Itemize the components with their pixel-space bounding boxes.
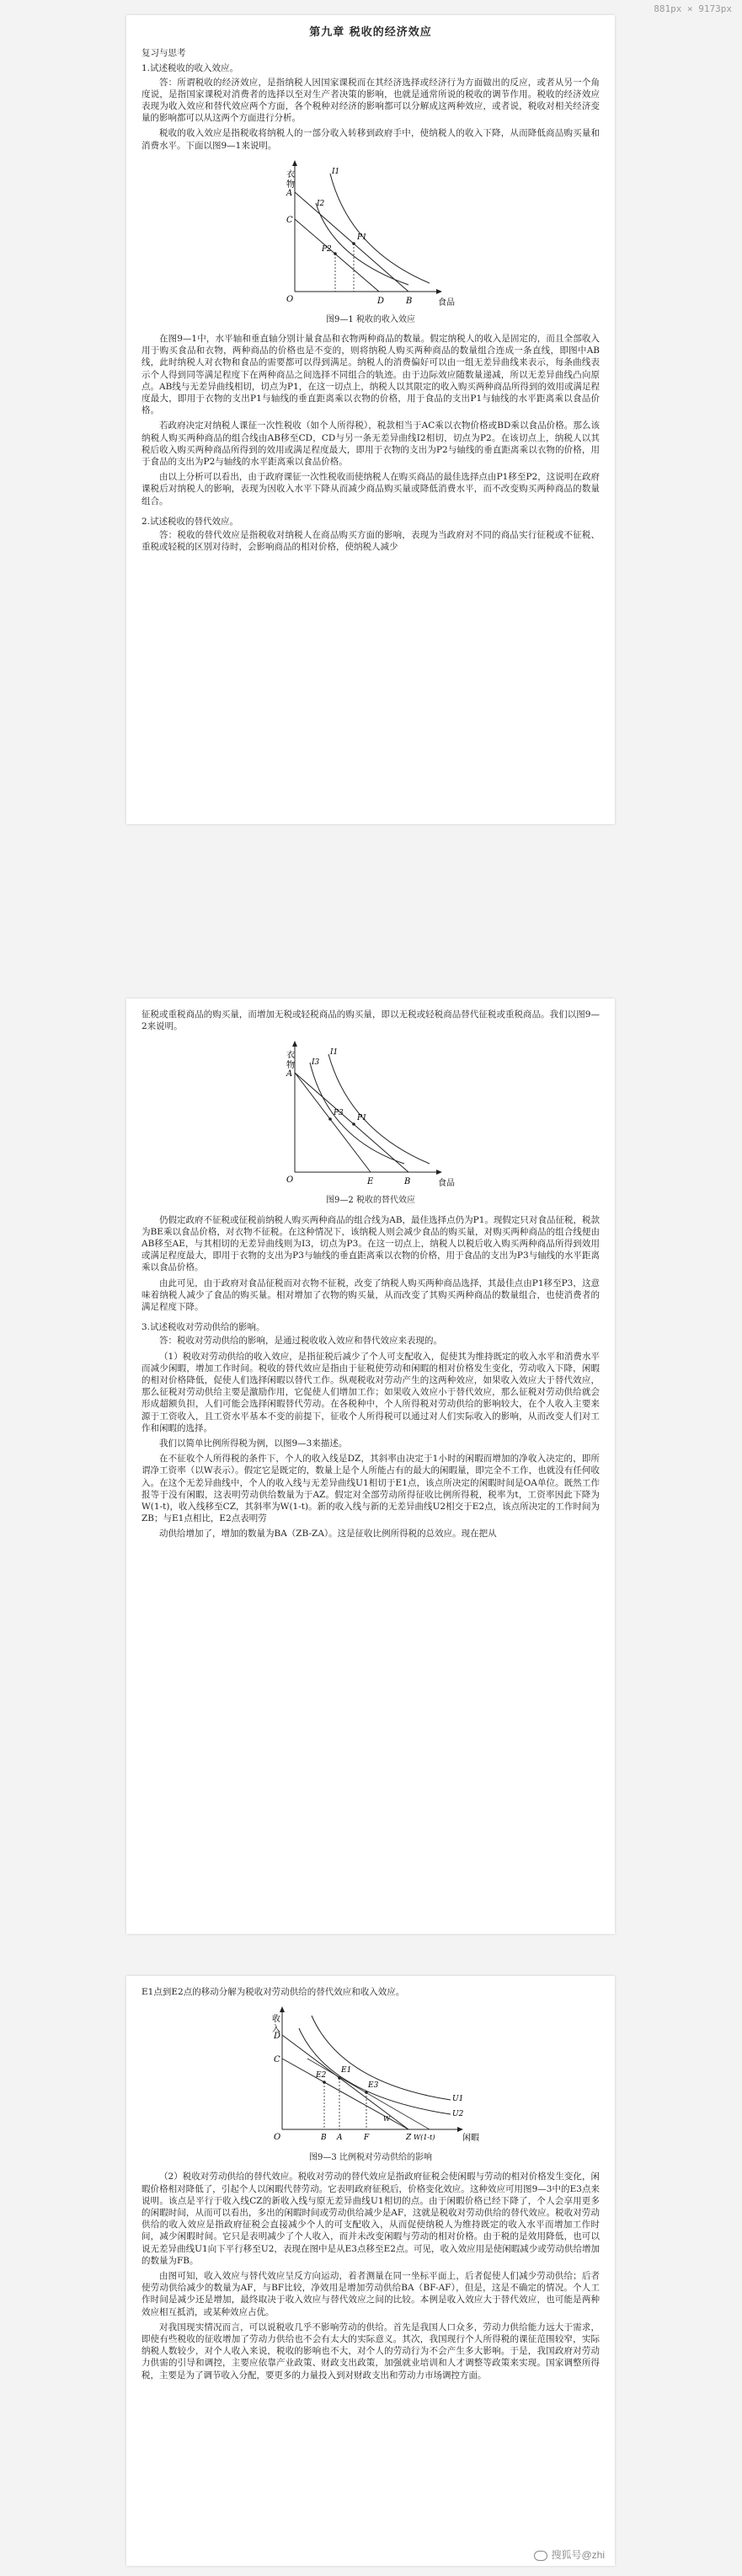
chapter-title: 第九章 税收的经济效应 [309,26,432,39]
point-label-B: B [406,296,413,306]
y-axis-label: 入 [272,2025,280,2035]
x-axis-arrow [436,289,442,294]
budget-line-CD [295,219,379,292]
indifference-curve-I1 [328,1054,430,1164]
q1-explain-paragraph: 由以上分析可以看出，由于政府课征一次性税收而使纳税人在购买商品的最佳选择点由P1移至P2，这说明在政府课税后对纳税人的影响，表现为因收入水平下降从而减少商品购买量或降低消费水平，而不改变购买两种商品的数量组合。 [141,472,600,506]
point-label-D: D [274,2032,281,2042]
x-axis-arrow [436,1170,442,1175]
figure-caption: 图9—1 税收的收入效应 [326,314,415,324]
point-label-C: C [274,2055,280,2065]
indifference-curve-I2 [316,203,408,285]
curve-label-U1: U1 [452,2095,464,2104]
q3-answer-paragraph: 动供给增加了，增加的数量为BA（ZB-ZA）。这是征收比例所得税的总效应。现在把从 [159,1529,497,1540]
figure-caption: 图9—3 比例税对劳动供给的影响 [309,2153,432,2163]
curve-label-I1: I1 [330,1048,339,1058]
point-P1 [352,1123,355,1127]
q2-heading: 2.试述税收的替代效应。 [141,516,239,527]
origin-label: O [274,2133,281,2143]
q3-answer-paragraph: （2）税收对劳动供给的替代效应。税收对劳动的替代效应是指政府征税会使闲暇与劳动的相对价格发生变化，闲暇价格相对降低了，引起个人以闲暇代替劳动。它表明政府征税后，价格变化效应。这种效应可用图9—3中的E3点来说明。该点是平行于收入线CZ的新收入线与原无差异曲线U1相切的点。由于闲暇价格已经下降了，个人会享用更多的闲暇时间，从而可以看出，多出的闲暇时间或劳动供给减少是AF，这就是税收对劳动供给的替代效应。税收对劳动供给的收入效应是指政府征税会直接减少个人的可支配收入，从而促使纳税人为维持既定的收入水平而增加工作时间，减少闲暇时间。它只是表明减少了个人收入，而并未改变闲暇与劳动的相对价格。由于税的是效用降低，也可以说无差异曲线U1向下平行移至U2，表现在图中是从E3点移至E2点。可见，收入效应用是使闲暇减少或劳动供给增加的数量为FB。 [141,2172,600,2266]
document-page-2 [126,999,615,1934]
axis-label-A: A [337,2134,343,2143]
document-page-3 [126,1976,615,2566]
curve-label-I2: I2 [317,199,325,208]
parallel-income-line [307,2059,430,2129]
x-axis-label: 食品 [438,1179,455,1189]
slope-label-W1t: W(1-t) [414,2134,435,2142]
q1-explain-paragraph: 在图9—1中，水平轴和垂直轴分别计量食品和衣物两种商品的数量。假定纳税人的收入是固定的，而且全部收入用于购买食品和衣物，两种商品的价格也是不变的，则将纳税人购买两种商品的数量组合连成一条直线，即图中AB线，此时纳税人对衣物和食品的需要都可以得到满足。纳税人的消费偏好可以由一组无差异曲线来表示，每条曲线表示个人得到同等满足程度下在两种商品之间选择不同组合的轨迹。由于边际效应随数量递减，所以无差异曲线凸向原点。AB线与无差异曲线相切，切点为P1，在这一切点上，纳税人以其限定的收入购买两种商品所得到的效用或满足程度最大，即用于衣物的支出P1与轴线的垂直距离乘以衣物的价格，用于食品的支出P1与轴线的水平距离乘以食品价格。 [141,334,600,416]
indifference-curve-I3 [310,1063,404,1164]
q3-answer-paragraph: 我们以简单比例所得税为例，以图9—3来描述。 [159,1438,348,1449]
y-axis-label: 衣 [286,169,295,179]
point-label-P2: P2 [322,244,332,254]
origin-label: O [286,294,294,304]
q1-answer-paragraph: 答：所谓税收的经济效应，是指纳税人因国家课税而在其经济选择或经济行为方面做出的反应，或者从另一个角度说，是指国家课税对消费者的选择以至对生产者决策的影响，也就是通常所说的税收的调节作用。税收的经济效应表现为收入效应和替代效应两个方面，各个税种对经济的影响都可以分解成这两种效应，或者说，税收对相关经济变量的影响都可以从这两个方面进行分析。 [141,77,600,124]
y-axis-arrow [280,2006,285,2012]
curve-label-I3: I3 [312,1058,320,1068]
x-axis-label: 闲暇 [462,2134,479,2144]
q2-answer-paragraph: 答：税收的替代效应是指税收对纳税人在商品购买方面的影响，表现为当政府对不同的商品实行征税或不征税、重税或轻税的区别对待时，会影响商品的相对价格，使纳税人减少 [141,530,600,553]
figure-9-2 [270,1037,472,1193]
figure-9-3 [257,2003,484,2150]
q1-heading: 1.试述税收的收入效应。 [141,63,239,74]
point-label-A: A [286,188,293,198]
q3-answer-paragraph: 答：税收对劳动供给的影响，是通过税收收入效应和替代效应来表现的。 [159,1336,442,1347]
q3-answer-paragraph: E1点到E2点的移动分解为税收对劳动供给的替代效应和收入效应。 [141,1987,405,1997]
q3-answer-paragraph: （1）税收对劳动供给的收入效应，是指征税后减少了个人可支配收入，促使其为维持既定的收入水平和消费水平而减少闲暇，增加工作时间。税收的替代效应是指由于征税使劳动和闲暇的相对价格发生变化，劳动收入下降，闲暇的相对价格降低，促使人们选择闲暇以替代工作。纵观税收对劳动产生的这两种效应，如果收入效应大于替代效应，那么征税对劳动供给主要是激励作用，它促使人们增加工作；如果收入效应小于替代效应，那么征税对劳动供给就会形成超额负担，人们可能会选择闲暇替代劳动。在各税种中，个人所得税对劳动供给的影响较大，在个人收入主要来源于工资收入，且工资水平基本不变的前提下，征收个人所得税可以通过对人们实际收入的影响，从而改变人们对工作和闲暇的选择。 [141,1351,600,1433]
q1-answer-paragraph: 税收的收入效应是指税收将纳税人的一部分收入转移到政府手中，使纳税人的收入下降，从而降低商品购买量和消费水平。下面以图9—1来说明。 [141,128,600,151]
axis-label-B: B [321,2134,327,2143]
point-label-D: D [377,296,385,306]
point-label-E3: E3 [368,2081,379,2091]
q3-answer-paragraph: 在不征收个人所得税的条件下，个人的收入线是DZ，其斜率由决定于1小时的闲暇而增加的净收入决定的，即所谓净工资率（以W表示）。假定它是既定的，数量上是个人所能占有的最大的闲暇量，即完全不工作，也就没有任何收入。在这个无差异曲线中，个人的收入线与无差异曲线U1相切于E1点，该点所决定的闲暇时间是OA单位。既然工作报等于没有闲暇，这表明劳动供给数量为于AZ。假定对全部劳动所得征收比例所得税，税率为t，工资率因此下降为W(1-t)，收入线移至CZ，其斜率为W(1-t)。新的收入线与新的无差异曲线U2相交于E2点，该点所决定的工作时间为ZB；与E1点相比，E2点表明劳 [141,1454,600,1524]
y-axis-label: 衣 [286,1051,295,1061]
document-page-1 [126,15,615,824]
point-label-C: C [286,215,293,225]
point-label-A: A [286,1069,293,1079]
budget-line-AB [295,192,408,292]
y-axis-label: 收 [272,2015,280,2025]
q2-explain-paragraph: 仍假定政府不征税或征税前纳税人购买两种商品的组合线为AB，最佳选择点仍为P1。现假定只对食品征税，税款为BE乘以食品价格，对衣物不征税。在这种情况下，该纳税人则会减少食品的购买量，对购买两种商品的组合线便由AB移至AE，与其相切的无差异曲线则为I3，切点为P3。在这一切点上，纳税人以税后收入购买两种商品所得到效用或满足程度最大，即用于衣物的支出为P3与轴线的垂直距离乘以衣物的价格，用于食品的支出为P3与轴线的水平距离乘以食品价格。 [141,1214,600,1273]
x-axis-arrow [457,2127,463,2132]
axis-label-F: F [364,2134,370,2143]
budget-line-AE [295,1073,371,1172]
point-label-P1: P1 [357,233,367,242]
y-axis-arrow [292,1041,297,1047]
point-P3 [328,1118,332,1122]
image-size-label: 881px × 9173px [654,3,732,14]
x-axis-label: 食品 [438,297,455,308]
figure-caption: 图9—2 税收的替代效应 [326,1196,415,1206]
y-axis-label: 物 [286,1061,295,1071]
curve-label-I1: I1 [332,167,340,176]
q2-answer-paragraph: 征税或重税商品的购买量，而增加无税或轻税商品的购买量，即以无税或轻税商品替代征税或重税商品。我们以图9—2来说明。 [141,1010,600,1032]
point-label-P3: P3 [334,1109,344,1118]
q3-answer-paragraph: 由图可知，收入效应与替代效应呈反方向运动，着者测量在同一坐标平面上，后者促使人们减少劳动供给；后者使劳动供给减少的数量为AF，与BF比较，净效用是增加劳动供给BA（BF-AF），但是，这是不确定的情况。个人工作时间是减少还是增加，最终取决于收入效应与替代效应之间的比较。本例是收入效应大于替代效应，也可能是两种效应相互抵消，或某种效应占优。 [141,2271,600,2317]
axis-label-Z: Z [406,2134,412,2143]
q2-explain-paragraph: 由此可见，由于政府对食品征税而对衣物不征税，改变了纳税人购买两种商品选择，其最佳点由P1移至P3，这意味着纳税人减少了食品的购买量。相对增加了衣物的购买量，从而改变了其购买两种商品的数量组合，也使消费者的满足程度下降。 [141,1277,600,1313]
origin-label: O [286,1176,294,1186]
budget-line-AB [295,1073,408,1172]
q1-explain-paragraph: 若政府决定对纳税人课征一次性税收（如个人所得税），税款相当于AC乘以衣物价格或BD乘以食品价格。那么该纳税人购买两种商品的组合线由AB移至CD，CD与另一条无差异曲线I2相切，切点为P2。在该切点上，纳税人以其税后收入购买两种商品所得到的效用或满足程度最大，即用于衣物的支出为P2与轴线的垂直距离乘以衣物的价格，用于食品的支出为P2与轴线的水平距离乘以食品价格。 [141,420,600,468]
point-label-E: E [367,1177,374,1187]
watermark-text: 搜狐号@zhi [551,2548,605,2561]
curve-label-U2: U2 [452,2110,464,2119]
y-axis-arrow [292,160,297,166]
point-label-B: B [404,1177,411,1187]
q3-heading: 3.试述税收对劳动供给的影响。 [141,1322,265,1333]
slope-label-W: W [383,2115,391,2123]
source-watermark [534,2549,605,2561]
y-axis-label: 物 [286,179,295,190]
point-label-P1: P1 [357,1114,367,1123]
point-label-E1: E1 [341,2066,352,2075]
point-label-E2: E2 [316,2071,327,2081]
figure-9-1 [270,157,472,313]
section-label: 复习与思考 [141,48,186,59]
q3-answer-paragraph: 对我国现实情况而言，可以说税收几乎不影响劳动的供给。首先是我国人口众多，劳动力供给能力远大于需求，即使有些税收的征收增加了劳动力供给也不会有太大的实际意义。其次，我国现行个人所得税的课征范围较窄，实际纳税人数较少，对个人收入来说，税收的影响也不大，对个人的劳动行为不会产生多大影响。于是，我国政府对劳动力供需的引导和调控，主要应依靠产业政策、财政支出政策，加强就业培训和人才调整等政策来实现。国家调整所得税，主要是为了调节收入分配，要更多的力量投入到对财政支出和劳动力市场调控方面。 [141,2322,600,2381]
chat-bubble-icon [534,2551,547,2561]
